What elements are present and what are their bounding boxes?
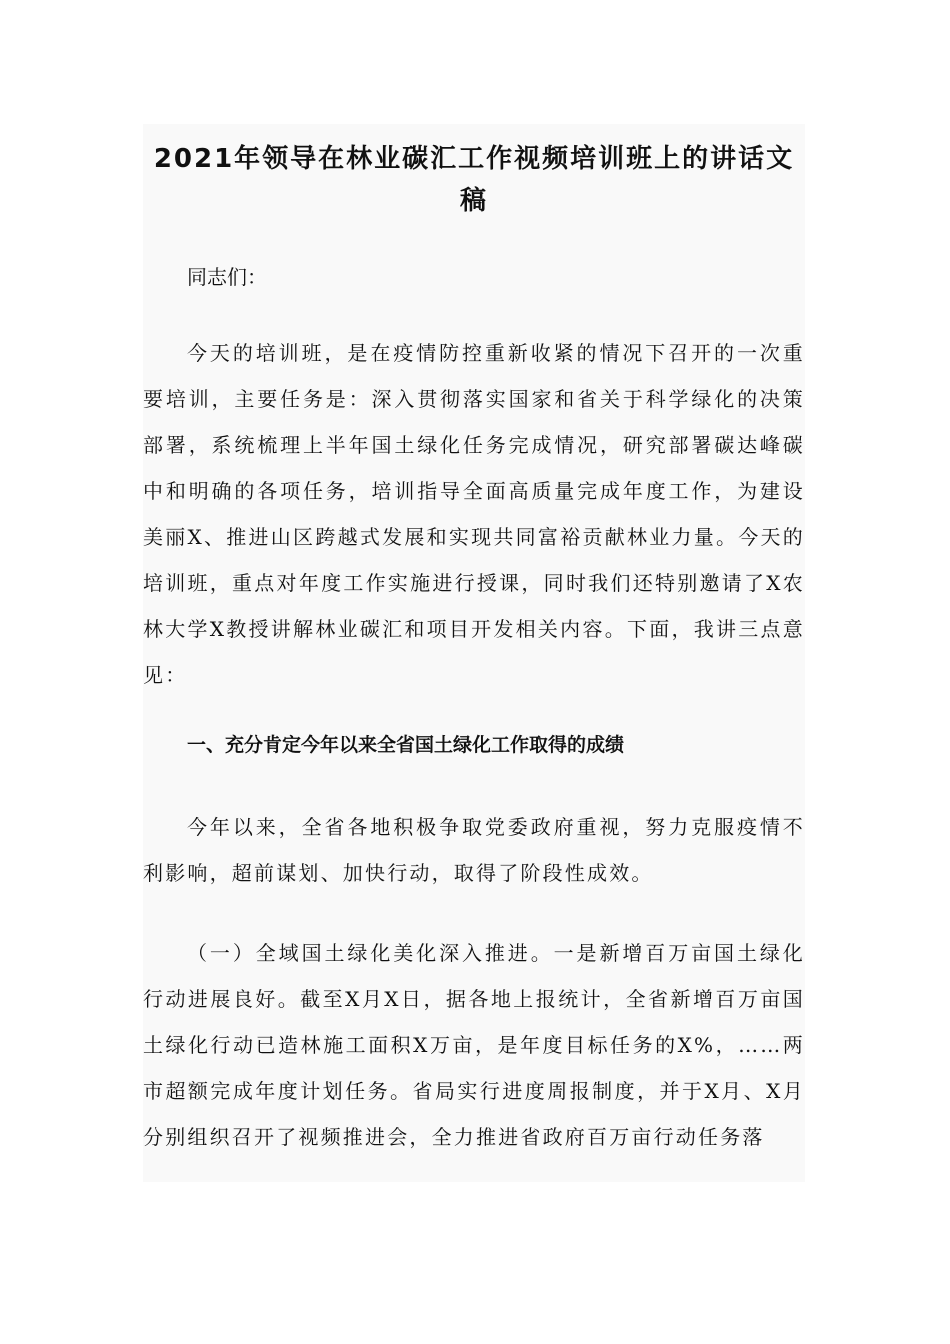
paragraph-intro: 今天的培训班，是在疫情防控重新收紧的情况下召开的一次重要培训，主要任务是：深入贯彻落实国家和省关于科学绿化的决策部署，系统梳理上半年国土绿化任务完成情况，研究部署碳达峰碳中和明确的各项任务，培训指导全面高质量完成年度工作，为建设美丽X、推进山区跨越式发展和实现共同富裕贡献林业力量。今天的培训班，重点对年度工作实施进行授课，同时我们还特别邀请了X农林大学X教授讲解林业碳汇和项目开发相关内容。下面，我讲三点意见： (143, 341, 805, 687)
paragraph-achievements: 今年以来，全省各地积极争取党委政府重视，努力克服疫情不利影响，超前谋划、加快行动，取得了阶段性成效。 (143, 815, 805, 885)
document-content (143, 124, 805, 1182)
greeting: 同志们： (187, 265, 267, 289)
document-title: 2021年领导在林业碳汇工作视频培训班上的讲话文稿 (153, 144, 795, 216)
paragraph-greening: （一）全域国土绿化美化深入推进。一是新增百万亩国土绿化行动进展良好。截至X月X日，据各地上报统计，全省新增百万亩国土绿化行动已造林施工面积X万亩，是年度目标任务的X%，……两市超额完成年度计划任务。省局实行进度周报制度，并于X月、X月分别组织召开了视频推进会，全力推进省政府百万亩行动任务落 (143, 941, 805, 1149)
section-heading-1: 一、充分肯定今年以来全省国土绿化工作取得的成绩 (187, 734, 625, 756)
